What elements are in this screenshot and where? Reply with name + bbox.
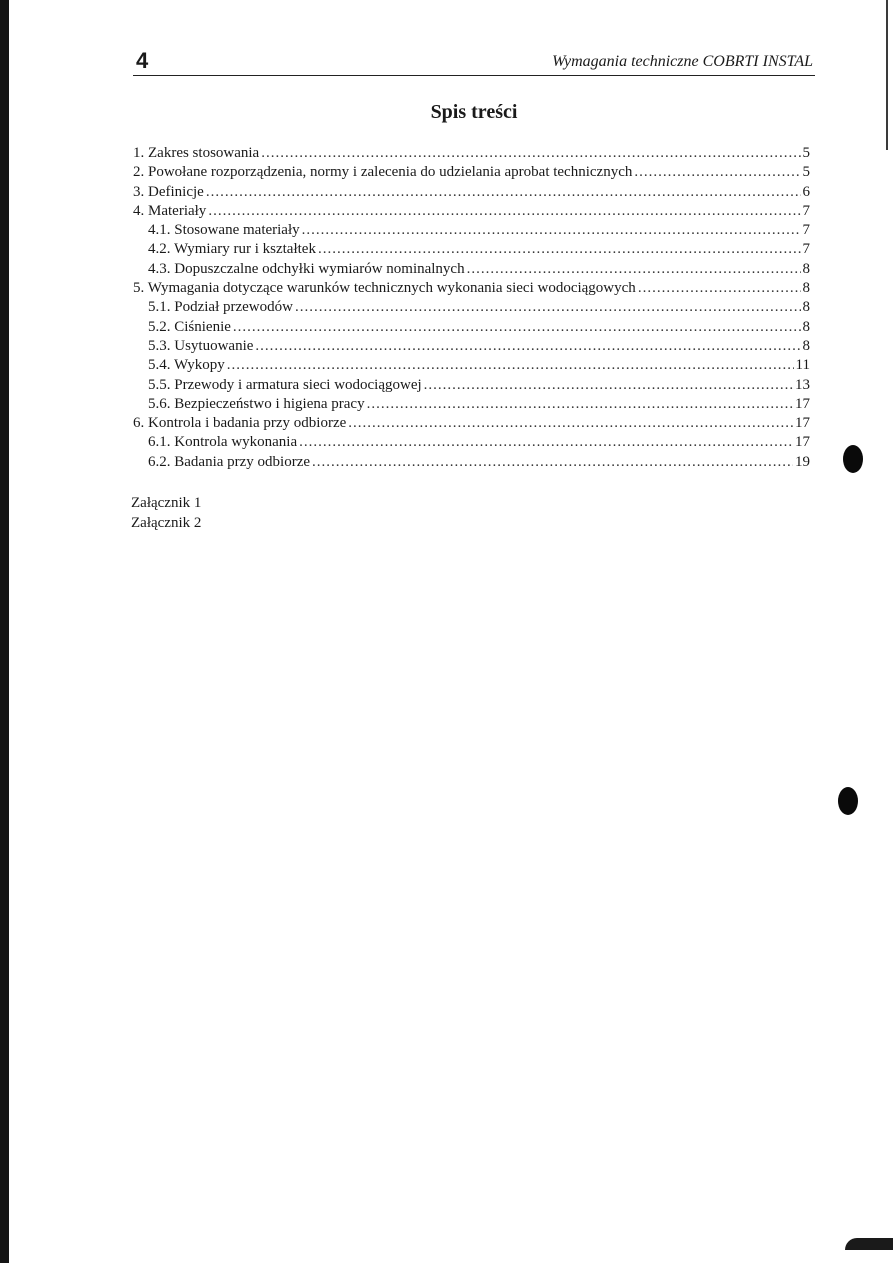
toc-entry[interactable] bbox=[133, 240, 810, 259]
toc-entry[interactable] bbox=[133, 221, 810, 240]
dot-leader bbox=[295, 298, 801, 317]
toc-entry-label: 5. Wymagania dotyczące warunków technicznych wykonania sieci wodociągowych bbox=[133, 280, 636, 297]
dot-leader bbox=[348, 414, 793, 433]
punch-hole-icon bbox=[838, 787, 858, 815]
punch-hole-icon bbox=[843, 445, 863, 473]
scan-corner-shadow bbox=[845, 1238, 893, 1250]
running-header: Wymagania techniczne COBRTI INSTAL bbox=[552, 53, 813, 70]
toc-entry-label: 6.1. Kontrola wykonania bbox=[148, 434, 298, 451]
page-number: 4 bbox=[136, 48, 149, 73]
toc-entry[interactable] bbox=[133, 144, 810, 163]
dot-leader bbox=[424, 376, 793, 395]
header-rule bbox=[133, 75, 815, 76]
table-of-contents bbox=[133, 144, 810, 472]
dot-leader bbox=[638, 279, 801, 298]
toc-entry[interactable] bbox=[133, 260, 810, 279]
toc-entry[interactable] bbox=[133, 414, 810, 433]
toc-entry-label: 4.3. Dopuszczalne odchyłki wymiarów nominalnych bbox=[148, 260, 465, 277]
toc-entry-label: 2. Powołane rozporządzenia, normy i zalecenia do udzielania aprobat technicznych bbox=[133, 164, 633, 181]
dot-leader bbox=[467, 260, 801, 279]
dot-leader bbox=[367, 395, 793, 414]
toc-entry-page: 7 bbox=[802, 222, 810, 239]
toc-entry-page: 8 bbox=[802, 318, 810, 335]
toc-entry-label: 4.2. Wymiary rur i kształtek bbox=[148, 241, 316, 258]
dot-leader bbox=[299, 433, 793, 452]
toc-entry[interactable] bbox=[133, 202, 810, 221]
toc-entry-page: 5 bbox=[802, 164, 810, 181]
toc-entry-label: 5.4. Wykopy bbox=[148, 357, 225, 374]
toc-entry-page: 6 bbox=[802, 183, 810, 200]
annex-1[interactable]: Załącznik 1 bbox=[131, 495, 202, 511]
toc-entry[interactable] bbox=[133, 183, 810, 202]
toc-entry[interactable] bbox=[133, 376, 810, 395]
toc-entry-label: 5.6. Bezpieczeństwo i higiena pracy bbox=[148, 395, 365, 412]
toc-entry[interactable] bbox=[133, 433, 810, 452]
dot-leader bbox=[312, 453, 793, 472]
dot-leader bbox=[318, 240, 801, 259]
toc-entry-label: 5.1. Podział przewodów bbox=[148, 299, 293, 316]
scan-border-left bbox=[0, 0, 9, 1263]
toc-entry-label: 6. Kontrola i badania przy odbiorze bbox=[133, 415, 347, 432]
toc-entry-label: 5.5. Przewody i armatura sieci wodociągowej bbox=[148, 376, 422, 393]
toc-entry-label: 4.1. Stosowane materiały bbox=[148, 222, 300, 239]
annex-2[interactable]: Załącznik 2 bbox=[131, 515, 202, 531]
toc-entry-page: 7 bbox=[802, 241, 810, 258]
toc-entry[interactable] bbox=[133, 453, 810, 472]
dot-leader bbox=[206, 183, 801, 202]
toc-entry-page: 8 bbox=[802, 337, 810, 354]
dot-leader bbox=[261, 144, 800, 163]
toc-entry-page: 17 bbox=[795, 415, 810, 432]
toc-entry-label: 5.3. Usytuowanie bbox=[148, 337, 254, 354]
dot-leader bbox=[634, 163, 800, 182]
toc-entry[interactable] bbox=[133, 395, 810, 414]
toc-entry-page: 5 bbox=[802, 145, 810, 161]
toc-entry-label: 4. Materiały bbox=[133, 202, 207, 219]
dot-leader bbox=[255, 337, 800, 356]
toc-entry-page: 8 bbox=[802, 260, 810, 277]
toc-entry-label: 3. Definicje bbox=[133, 183, 204, 200]
toc-entry[interactable] bbox=[133, 337, 810, 356]
toc-entry-page: 7 bbox=[802, 202, 810, 219]
dot-leader bbox=[208, 202, 800, 221]
toc-entry-page: 17 bbox=[795, 434, 810, 451]
toc-entry-page: 13 bbox=[795, 376, 810, 393]
dot-leader bbox=[227, 356, 794, 375]
scan-border-right bbox=[886, 0, 888, 150]
toc-entry-page: 8 bbox=[802, 299, 810, 316]
toc-entry-label: 6.2. Badania przy odbiorze bbox=[148, 453, 311, 470]
toc-entry-page: 19 bbox=[795, 453, 810, 470]
dot-leader bbox=[302, 221, 801, 240]
toc-entry-label: 1. Zakres stosowania bbox=[133, 145, 260, 161]
dot-leader bbox=[233, 318, 801, 337]
toc-entry-page: 11 bbox=[795, 357, 810, 374]
toc-entry[interactable] bbox=[133, 356, 810, 375]
toc-entry[interactable] bbox=[133, 318, 810, 337]
toc-entry-page: 8 bbox=[802, 280, 810, 297]
toc-entry[interactable] bbox=[133, 279, 810, 298]
toc-entry-label: 5.2. Ciśnienie bbox=[148, 318, 231, 335]
toc-entry[interactable] bbox=[133, 163, 810, 182]
toc-entry[interactable] bbox=[133, 298, 810, 317]
toc-entry-page: 17 bbox=[795, 395, 810, 412]
toc-title: Spis treści bbox=[430, 101, 518, 123]
